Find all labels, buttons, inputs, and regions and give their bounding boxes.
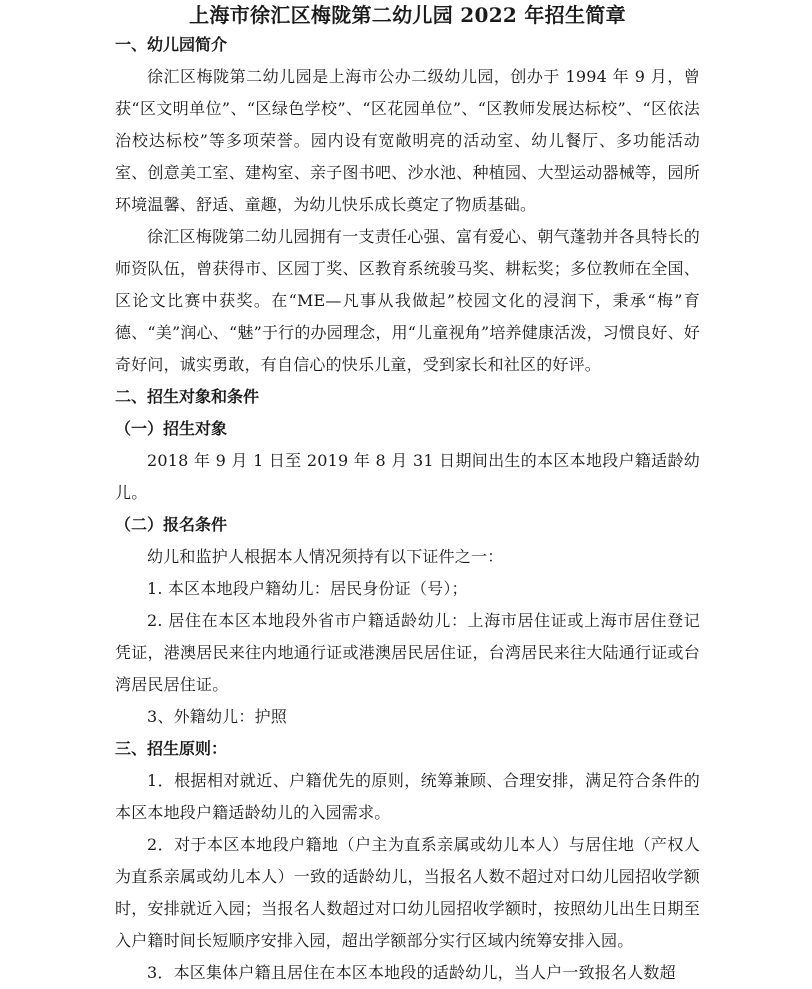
section-heading-intro: 一、幼儿园简介 <box>115 35 228 54</box>
principles-item-2: 2．对于本区本地段户籍地（户主为直系亲属或幼儿本人）与居住地（产权人为直系亲属或幼儿本人）一致的适龄幼儿，当报名人数不超过对口幼儿园招收学额时，安排就近入园；当报名人数超过对口幼儿园招收学额时，按照幼儿出生日期至入户籍时间长短顺序安排入园，超出学额部分实行区域内统筹安排入园。 <box>115 835 700 950</box>
target-paragraph: 2018 年 9 月 1 日至 2019 年 8 月 31 日期间出生的本区本地段户籍适龄幼儿。 <box>115 451 700 502</box>
section-heading-principles: 三、招生原则： <box>115 739 228 758</box>
intro-paragraph-2: 徐汇区梅陇第二幼儿园拥有一支责任心强、富有爱心、朝气蓬勃并各具特长的师资队伍，曾获得市、区园丁奖、区教育系统骏马奖、耕耘奖；多位教师在全国、区论文比赛中获奖。在“ME—凡事从我做起”校园文化的浸润下，秉承“梅”育德、“美”润心、“魅”于行的办园理念，用“儿童视角”培养健康活泼，习惯良好、好奇好问，诚实勇敢，有自信心的快乐儿童，受到家长和社区的好评。 <box>115 227 700 374</box>
conditions-item-2: 2. 居住在本区本地段外省市户籍适龄幼儿：上海市居住证或上海市居住登记凭证，港澳居民来往内地通行证或港澳居民居住证，台湾居民来往大陆通行证或台湾居民居住证。 <box>115 611 700 694</box>
document-title: 上海市徐汇区梅陇第二幼儿园 2022 年招生简章 <box>189 3 626 27</box>
conditions-intro: 幼儿和监护人根据本人情况须持有以下证件之一： <box>147 547 504 566</box>
conditions-item-3: 3、外籍幼儿：护照 <box>147 707 287 726</box>
intro-paragraph-1: 徐汇区梅陇第二幼儿园是上海市公办二级幼儿园，创办于 1994 年 9 月，曾获“区文明单位”、“区绿色学校”、“区花园单位”、“区教师发展达标校”、“区依法治校达标校”等多项荣誉。园内设有宽敞明亮的活动室、幼儿餐厅、多功能活动室、创意美工室、建构室、亲子图书吧、沙水池、种植园、大型运动器械等，园所环境温馨、舒适、童趣，为幼儿快乐成长奠定了物质基础。 <box>115 67 700 214</box>
conditions-item-1: 1. 本区本地段户籍幼儿：居民身份证（号）； <box>147 579 468 598</box>
subsection-heading-conditions: （二）报名条件 <box>115 515 228 534</box>
section-heading-enrollment: 二、招生对象和条件 <box>115 387 260 406</box>
subsection-heading-target: （一）招生对象 <box>115 419 228 438</box>
principles-item-3: 3．本区集体户籍且居住在本区本地段的适龄幼儿，当人户一致报名人数超 <box>147 963 676 982</box>
principles-item-1: 1．根据相对就近、户籍优先的原则，统筹兼顾、合理安排，满足符合条件的本区本地段户籍适龄幼儿的入园需求。 <box>115 771 700 822</box>
